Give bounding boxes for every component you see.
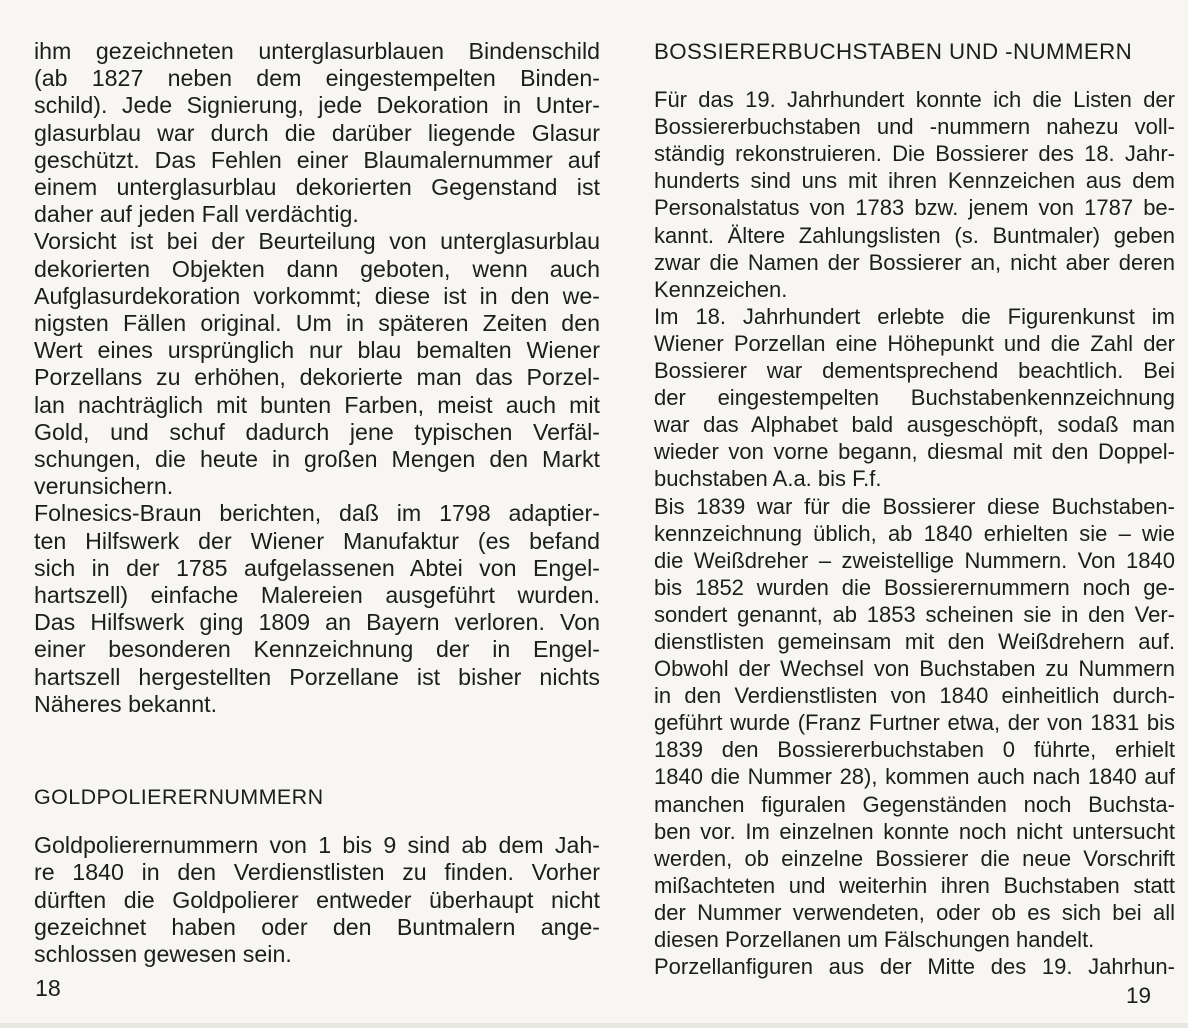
text-line: der Nummer verwendeten, oder ob es sich bei all xyxy=(654,899,1175,925)
text-line: lan nachträglich mit bunten Farben, meist auch mit xyxy=(34,391,600,418)
text-line: in den Verdienstlisten von 1840 einheitlich durch- xyxy=(654,683,1175,709)
text-line: schlossen gewesen sein. xyxy=(34,941,292,968)
text-line: Goldpolierernummern von 1 bis 9 sind ab dem Jah- xyxy=(34,832,600,859)
text-line: dürften die Goldpolierer entweder überhaupt nicht xyxy=(34,886,600,913)
text-line: war das Alphabet bald ausgeschöpft, sodaß man xyxy=(654,412,1175,438)
right-page-column xyxy=(654,38,1175,980)
text-line: 1839 den Bossiererbuchstaben 0 führte, erhielt xyxy=(654,737,1175,763)
paragraph xyxy=(654,86,1175,303)
text-line: Bossiererbuchstaben und -nummern nahezu voll- xyxy=(654,114,1175,140)
text-line: der eingestempelten Buchstabenkennzeichnung xyxy=(654,385,1175,411)
text-line: hunderts sind uns mit ihren Kennzeichen aus dem xyxy=(654,168,1175,194)
page-number-left: 18 xyxy=(35,975,61,1001)
text-line: kennzeichnung üblich, ab 1840 erhielten sie – wie xyxy=(654,520,1175,546)
paragraph xyxy=(34,832,600,968)
text-line: Für das 19. Jahrhundert konnte ich die Listen der xyxy=(654,87,1175,113)
text-line: diesen Porzellanen um Fälschungen handelt. xyxy=(654,927,1095,952)
text-line: geführt wurde (Franz Furtner etwa, der von 1831 bis xyxy=(654,710,1175,736)
text-line: manchen figuralen Gegenständen noch Buchsta- xyxy=(654,791,1175,817)
text-line: ben vor. Im einzelnen konnte noch nicht untersucht xyxy=(654,818,1175,844)
paragraph xyxy=(654,493,1175,954)
paragraph xyxy=(34,500,600,718)
text-line: Obwohl der Wechsel von Buchstaben zu Nummern xyxy=(654,656,1175,682)
text-line: Wert eines ursprünglich nur blau bemalten Wiener xyxy=(34,337,600,364)
text-line: Bossierer war dementsprechend beachtlich. Bei xyxy=(654,358,1175,384)
text-line: die Weißdreher – zweistellige Nummern. Von 1840 xyxy=(654,547,1175,573)
text-line: Kennzeichen. xyxy=(654,276,788,302)
paragraph xyxy=(654,953,1175,980)
left-page-column xyxy=(34,38,600,968)
text-line: ihm gezeichneten unterglasurblauen Bindenschild xyxy=(34,38,600,64)
text-line: sich in der 1785 aufgelassenen Abtei von Engel- xyxy=(34,554,600,581)
text-line: Aufglasurdekoration vorkommt; diese ist in den we- xyxy=(34,282,600,309)
text-line: Das Hilfswerk ging 1809 an Bayern verloren. Von xyxy=(34,609,600,636)
page-number-right: 19 xyxy=(1126,983,1152,1008)
text-line: dienstlisten gemeinsam mit den Weißdrehern auf. xyxy=(654,628,1175,654)
text-line: Vorsicht ist bei der Beurteilung von unterglasurblau xyxy=(34,228,600,255)
text-line: einem unterglasurblau dekorierten Gegenstand ist xyxy=(34,174,600,201)
text-line: Personalstatus von 1783 bzw. jenem von 1787 be- xyxy=(654,195,1175,221)
text-line: werden, ob einzelne Bossierer die neue Vorschrift xyxy=(654,845,1175,871)
text-line: geschützt. Das Fehlen einer Blaumalernummer auf xyxy=(34,146,600,173)
text-line: Porzellanfiguren aus der Mitte des 19. Jahrhun- xyxy=(654,954,1175,980)
text-line: schungen, die heute in großen Mengen den Markt xyxy=(34,446,600,473)
text-line: Folnesics-Braun berichten, daß im 1798 adaptier- xyxy=(34,500,600,527)
text-line: einer besonderen Kennzeichnung der in Engel- xyxy=(34,636,600,663)
text-line: Im 18. Jahrhundert erlebte die Figurenkunst im xyxy=(654,303,1175,329)
text-line: Gold, und schuf dadurch jene typischen Verfäl- xyxy=(34,418,600,445)
text-line: sondert genannt, ab 1853 scheinen sie in den Ver- xyxy=(654,601,1175,627)
paragraph xyxy=(34,228,600,500)
text-line: re 1840 in den Verdienstlisten zu finden. Vorher xyxy=(34,859,600,886)
text-line: verunsichern. xyxy=(34,473,174,500)
text-line: hartszell hergestellten Porzellane ist bisher nichts xyxy=(34,663,600,690)
section-heading: GOLDPOLIERERNUMMERN xyxy=(34,785,324,810)
text-line: bis 1852 wurden die Bossierernummern noch ge- xyxy=(654,574,1175,600)
text-line: (ab 1827 neben dem eingestempelten Binden- xyxy=(34,65,600,92)
text-line: buchstaben A.a. bis F.f. xyxy=(654,466,882,492)
paragraph xyxy=(34,38,600,228)
text-line: ten Hilfswerk der Wiener Manufaktur (es befand xyxy=(34,527,600,554)
paragraph xyxy=(654,303,1175,493)
text-line: zwar die Namen der Bossierer an, nicht aber deren xyxy=(654,249,1175,275)
text-line: dekorierten Objekten dann geboten, wenn auch xyxy=(34,255,600,282)
text-line: daher auf jeden Fall verdächtig. xyxy=(34,201,359,228)
text-line: mißachteten und weiterhin ihren Buchstaben statt xyxy=(654,872,1175,898)
text-line: 1840 die Nummer 28), kommen auch nach 1840 auf xyxy=(654,764,1175,790)
text-line: Bis 1839 war für die Bossierer diese Buchstaben- xyxy=(654,493,1175,519)
text-line: schild). Jede Signierung, jede Dekoration in Unter- xyxy=(34,92,600,119)
text-line: Näheres bekannt. xyxy=(34,690,218,717)
text-line: gezeichnet haben oder den Buntmalern ange- xyxy=(34,913,600,940)
text-line: hartszell) einfache Malereien ausgeführt wurden. xyxy=(34,582,600,609)
text-line: glasurblau war durch die darüber liegende Glasur xyxy=(34,119,600,146)
section-heading: BOSSIERERBUCHSTABEN UND -NUMMERN xyxy=(654,39,1133,64)
text-line: ständig rekonstruieren. Die Bossierer des 18. Jahr- xyxy=(654,141,1175,167)
text-line: wieder von vorne begann, diesmal mit den Doppel- xyxy=(654,439,1175,465)
text-line: Wiener Porzellan eine Höhepunkt und die Zahl der xyxy=(654,330,1175,356)
text-line: Porzellans zu erhöhen, dekorierte man das Porzel- xyxy=(34,364,600,391)
scan-edge-shadow xyxy=(0,1023,1188,1028)
text-line: nigsten Fällen original. Um in späteren Zeiten den xyxy=(34,310,600,337)
text-line: kannt. Ältere Zahlungslisten (s. Buntmaler) geben xyxy=(654,222,1175,248)
